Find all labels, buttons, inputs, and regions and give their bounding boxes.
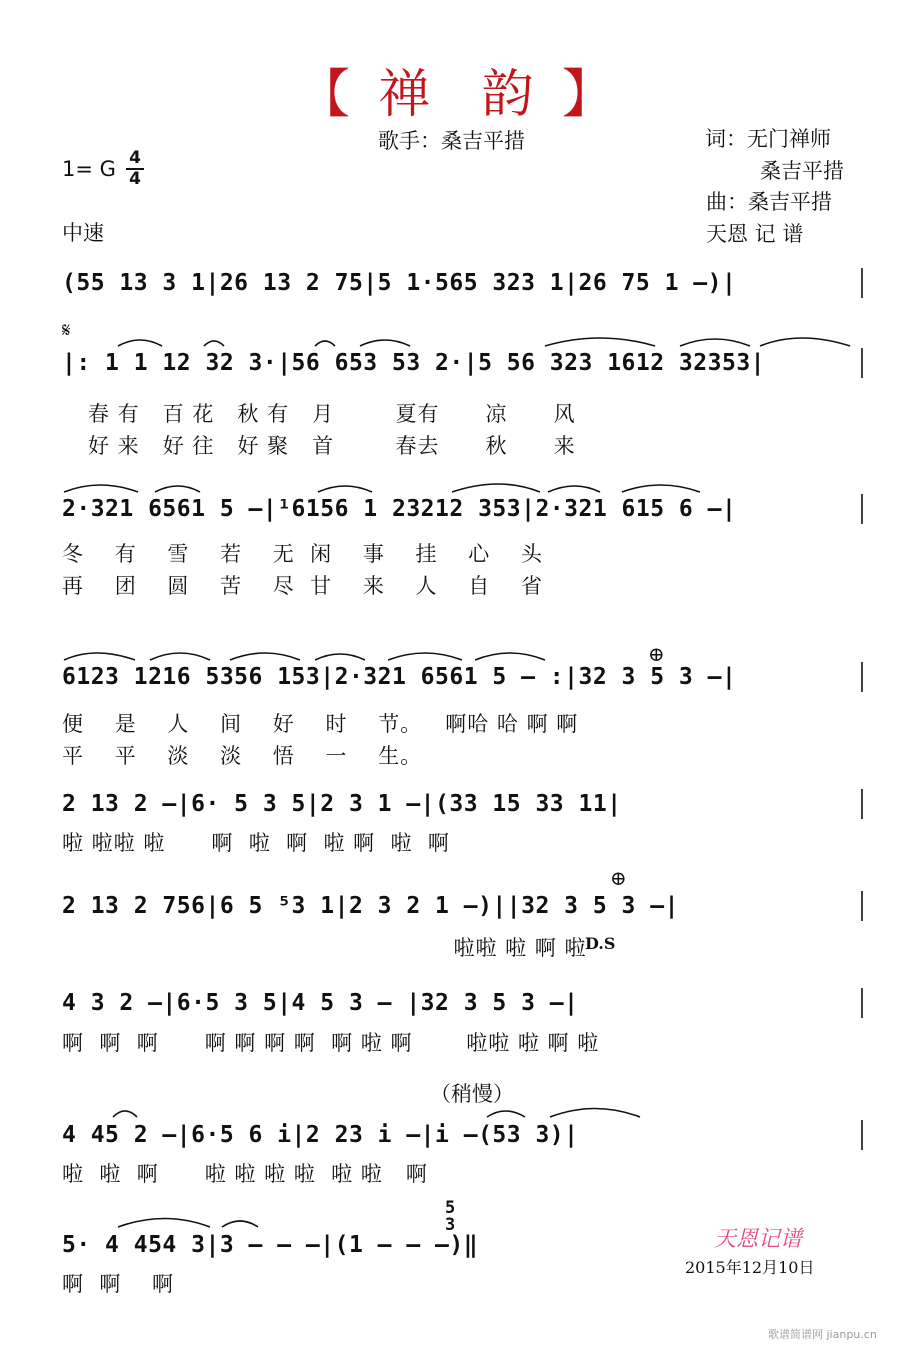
lyric-line: 啊 啊 啊 <box>62 1272 175 1296</box>
lyric-line: 再 团 圆 苦 尽 甘 来 人 自 省 <box>62 574 543 598</box>
composer-credit: 曲：桑吉平措 <box>706 190 832 214</box>
notation-line: 5· 4 454 3|3 – – –|(1 – – –)‖ <box>62 1232 479 1258</box>
dal-segno: D.S <box>585 934 616 953</box>
tempo-change: （稍慢） <box>430 1082 514 1106</box>
segno-sign: 𝄋 <box>62 318 71 342</box>
time-signature-bottom: 4 <box>129 169 141 189</box>
coda-sign: ⊕ <box>648 642 665 666</box>
lyric-line: 平 平 淡 淡 悟 一 生。 <box>62 744 423 768</box>
coda-sign-2: ⊕ <box>610 866 627 890</box>
key-signature: 1= G <box>62 157 116 181</box>
lyric-line: 好 来 好 往 好 聚 首 春去 秋 来 <box>88 434 576 458</box>
time-signature-top: 4 <box>129 148 141 168</box>
lyric-line: 啊 啊 啊 啊 啊 啊 啊 啊 啦 啊 啦啦 啦 啊 啦 <box>62 1031 600 1055</box>
lyric-line: 啦 啦啦 啦 啊 啦 啊 啦 啊 啦 啊 <box>62 831 450 855</box>
lyric-line: 冬 有 雪 若 无 闲 事 挂 心 头 <box>62 542 543 566</box>
notation-line: 2 13 2 756|6 5 ⁵3 1|2 3 2 1 –)||32 3 5 3 –| <box>62 893 679 919</box>
notation-line: 2 13 2 –|6· 5 3 5|2 3 1 –|(33 15 33 11| <box>62 791 622 817</box>
notation-line: 4 3 2 –|6·5 3 5|4 5 3 – |32 3 5 3 –| <box>62 990 579 1016</box>
song-title: 【 禅 韵 】 <box>297 65 621 125</box>
watermark: 歌谱简谱网 jianpu.cn <box>768 1328 877 1341</box>
lyric-line: 便 是 人 间 好 时 节。 啊哈 哈 啊 啊 <box>62 712 579 736</box>
singer-credit: 歌手：桑吉平措 <box>378 129 525 153</box>
lyric-line: 啦啦 啦 啊 啦 <box>62 936 587 960</box>
transcription-date: 2015年12月10日 <box>685 1258 815 1277</box>
lyric-line: 啦 啦 啊 啦 啦 啦 啦 啦 啦 啊 <box>62 1162 428 1186</box>
lyricist-credit-2: 桑吉平措 <box>760 159 844 183</box>
lyricist-credit: 词：无门禅师 <box>705 127 831 151</box>
transcriber-credit: 天恩 记 谱 <box>706 222 804 246</box>
tempo-marking: 中速 <box>62 221 104 245</box>
notation-line: 6123 1216 5356 153|2·321 6561 5 – :|32 3 5 3 –| <box>62 664 737 690</box>
chord-stack: 5 3 <box>445 1198 456 1235</box>
notation-line: 4 45 2 –|6·5 6 i|2 23 i –|i –(53 3)| <box>62 1122 579 1148</box>
notation-line: |: 1 1 12 32 3·|56 653 53 2·|5 56 323 1612 32353| <box>62 350 766 376</box>
notation-line: 2·321 6561 5 –|¹6156 1 23212 353|2·321 615 6 –| <box>62 496 737 522</box>
transcriber-stamp: 天恩记谱 <box>714 1227 803 1252</box>
lyric-line: 春 有 百 花 秋 有 月 夏有 凉 风 <box>88 402 576 426</box>
notation-line: (55 13 3 1|26 13 2 75|5 1·565 323 1|26 75 1 –)| <box>62 270 737 296</box>
